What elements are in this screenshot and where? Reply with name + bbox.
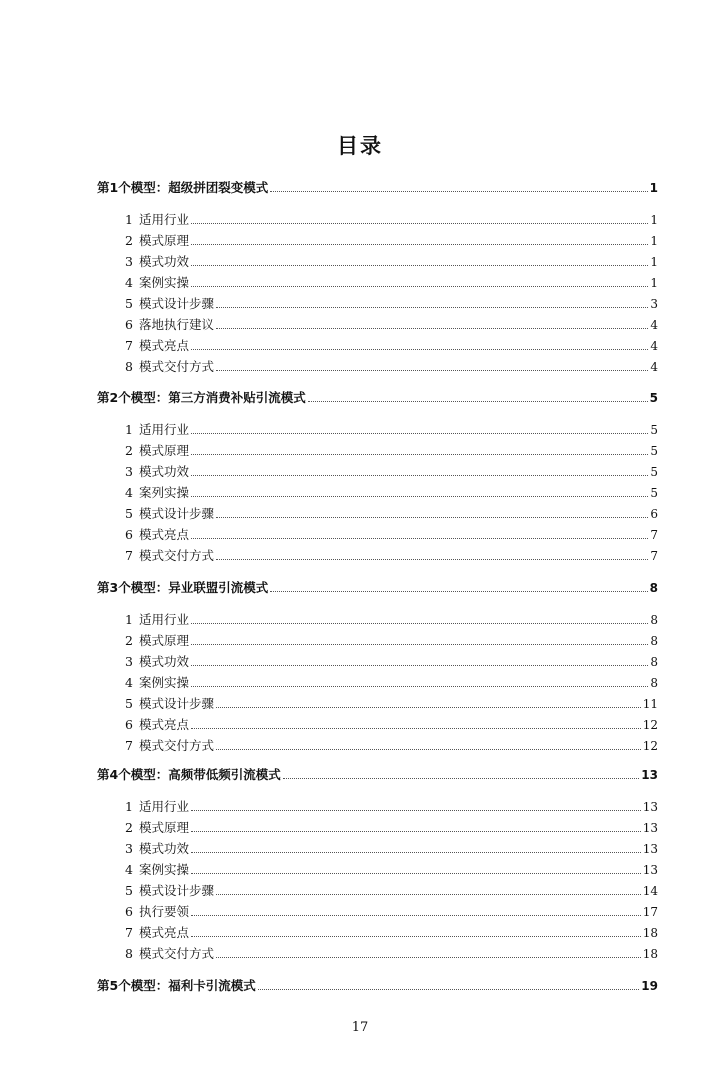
toc-entry[interactable] bbox=[125, 418, 658, 438]
toc-chapter-entry[interactable] bbox=[97, 386, 658, 406]
toc-entry[interactable] bbox=[125, 650, 658, 670]
entry-title: 模式设计步骤 bbox=[138, 696, 214, 711]
page-number: 17 bbox=[351, 1020, 369, 1035]
entry-number: 3 bbox=[125, 254, 133, 269]
toc-entry[interactable] bbox=[125, 942, 658, 962]
entry-number: 1 bbox=[125, 612, 133, 627]
toc-entry[interactable] bbox=[125, 795, 658, 815]
entry-page-number: 7 bbox=[650, 528, 658, 542]
entry-number: 5 bbox=[125, 883, 133, 898]
dot-leader bbox=[191, 538, 648, 539]
entry-page-number: 13 bbox=[642, 821, 658, 835]
entry-page-number: 13 bbox=[642, 863, 658, 877]
entry-number: 1 bbox=[125, 212, 133, 227]
dot-leader bbox=[191, 286, 648, 287]
entry-number: 2 bbox=[125, 633, 133, 648]
toc-entry[interactable] bbox=[125, 229, 658, 249]
toc-title: 目录 bbox=[337, 134, 383, 158]
chapter-title: 第3个模型：异业联盟引流模式 bbox=[97, 580, 269, 595]
entry-number: 4 bbox=[125, 862, 133, 877]
entry-title: 模式原理 bbox=[138, 443, 189, 458]
toc-entry[interactable] bbox=[125, 502, 658, 522]
entry-title: 适用行业 bbox=[138, 799, 189, 814]
entry-title: 执行要领 bbox=[138, 904, 189, 919]
entry-page-number: 4 bbox=[650, 318, 658, 332]
dot-leader bbox=[216, 307, 648, 308]
toc-entry[interactable] bbox=[125, 713, 658, 733]
dot-leader bbox=[216, 559, 648, 560]
entry-title: 模式交付方式 bbox=[138, 359, 214, 374]
entry-number: 7 bbox=[125, 925, 133, 940]
toc-entry[interactable] bbox=[125, 355, 658, 375]
entry-page-number: 13 bbox=[641, 768, 658, 782]
entry-page-number: 4 bbox=[650, 360, 658, 374]
entry-page-number: 5 bbox=[650, 444, 658, 458]
toc-chapter-entry[interactable] bbox=[97, 176, 658, 196]
toc-entry[interactable] bbox=[125, 313, 658, 333]
toc-chapter-entry[interactable] bbox=[97, 576, 658, 596]
entry-page-number: 8 bbox=[650, 676, 658, 690]
chapter-title: 第4个模型：高频带低频引流模式 bbox=[97, 767, 281, 782]
entry-title: 案例实操 bbox=[138, 862, 189, 877]
entry-page-number: 5 bbox=[649, 391, 658, 405]
dot-leader bbox=[191, 496, 648, 497]
dot-leader bbox=[216, 957, 641, 958]
entry-number: 8 bbox=[125, 359, 133, 374]
entry-number: 4 bbox=[125, 275, 133, 290]
entry-title: 模式功效 bbox=[138, 654, 189, 669]
toc-entry[interactable] bbox=[125, 692, 658, 712]
dot-leader bbox=[308, 401, 648, 402]
entry-page-number: 11 bbox=[642, 697, 658, 711]
dot-leader bbox=[191, 475, 648, 476]
dot-leader bbox=[191, 831, 641, 832]
entry-number: 5 bbox=[125, 506, 133, 521]
toc-entry[interactable] bbox=[125, 250, 658, 270]
dot-leader bbox=[191, 728, 641, 729]
toc-entry[interactable] bbox=[125, 837, 658, 857]
entry-number: 1 bbox=[125, 799, 133, 814]
dot-leader bbox=[258, 989, 640, 990]
entry-page-number: 17 bbox=[642, 905, 658, 919]
entry-number: 4 bbox=[125, 675, 133, 690]
dot-leader bbox=[270, 591, 647, 592]
chapter-title: 第2个模型：第三方消费补贴引流模式 bbox=[97, 390, 306, 405]
entry-title: 模式功效 bbox=[138, 841, 189, 856]
entry-title: 模式交付方式 bbox=[138, 548, 214, 563]
dot-leader bbox=[191, 223, 648, 224]
dot-leader bbox=[191, 265, 648, 266]
dot-leader bbox=[216, 894, 641, 895]
toc-entry[interactable] bbox=[125, 900, 658, 920]
entry-number: 5 bbox=[125, 296, 133, 311]
entry-page-number: 8 bbox=[650, 634, 658, 648]
entry-number: 3 bbox=[125, 654, 133, 669]
dot-leader bbox=[216, 328, 648, 329]
entry-page-number: 18 bbox=[642, 947, 658, 961]
entry-title: 模式亮点 bbox=[138, 717, 189, 732]
dot-leader bbox=[216, 749, 641, 750]
entry-page-number: 1 bbox=[650, 255, 658, 269]
toc-entry[interactable] bbox=[125, 879, 658, 899]
entry-number: 2 bbox=[125, 233, 133, 248]
entry-page-number: 8 bbox=[650, 655, 658, 669]
toc-entry[interactable] bbox=[125, 334, 658, 354]
toc-entry[interactable] bbox=[125, 816, 658, 836]
entry-title: 模式原理 bbox=[138, 820, 189, 835]
entry-page-number: 4 bbox=[650, 339, 658, 353]
entry-number: 3 bbox=[125, 464, 133, 479]
entry-number: 4 bbox=[125, 485, 133, 500]
dot-leader bbox=[216, 370, 648, 371]
toc-chapter-entry[interactable] bbox=[97, 763, 658, 783]
dot-leader bbox=[191, 433, 648, 434]
toc-entry[interactable] bbox=[125, 544, 658, 564]
toc-entry[interactable] bbox=[125, 208, 658, 228]
entry-title: 适用行业 bbox=[138, 422, 189, 437]
entry-title: 模式交付方式 bbox=[138, 946, 214, 961]
dot-leader bbox=[191, 936, 641, 937]
entry-page-number: 5 bbox=[650, 486, 658, 500]
toc-entry[interactable] bbox=[125, 608, 658, 628]
entry-title: 模式设计步骤 bbox=[138, 296, 214, 311]
entry-page-number: 8 bbox=[650, 613, 658, 627]
toc-entry[interactable] bbox=[125, 460, 658, 480]
entry-page-number: 13 bbox=[642, 800, 658, 814]
entry-title: 模式设计步骤 bbox=[138, 883, 214, 898]
toc-entry[interactable] bbox=[125, 271, 658, 291]
entry-number: 6 bbox=[125, 904, 133, 919]
entry-number: 6 bbox=[125, 717, 133, 732]
toc-entry[interactable] bbox=[125, 671, 658, 691]
entry-page-number: 13 bbox=[642, 842, 658, 856]
dot-leader bbox=[283, 778, 640, 779]
entry-number: 2 bbox=[125, 820, 133, 835]
entry-page-number: 12 bbox=[642, 718, 658, 732]
entry-number: 6 bbox=[125, 527, 133, 542]
entry-page-number: 12 bbox=[642, 739, 658, 753]
dot-leader bbox=[191, 852, 641, 853]
entry-title: 模式设计步骤 bbox=[138, 506, 214, 521]
entry-title: 模式亮点 bbox=[138, 338, 189, 353]
entry-number: 3 bbox=[125, 841, 133, 856]
dot-leader bbox=[191, 349, 648, 350]
entry-page-number: 1 bbox=[650, 234, 658, 248]
entry-page-number: 1 bbox=[650, 213, 658, 227]
entry-number: 7 bbox=[125, 548, 133, 563]
entry-page-number: 14 bbox=[642, 884, 658, 898]
entry-title: 案列实操 bbox=[138, 485, 189, 500]
dot-leader bbox=[216, 517, 648, 518]
toc-chapter-entry[interactable] bbox=[97, 974, 658, 994]
entry-page-number: 5 bbox=[650, 465, 658, 479]
entry-number: 2 bbox=[125, 443, 133, 458]
entry-title: 案例实操 bbox=[138, 275, 189, 290]
entry-number: 1 bbox=[125, 422, 133, 437]
entry-number: 7 bbox=[125, 738, 133, 753]
toc-entry[interactable] bbox=[125, 629, 658, 649]
toc-entry[interactable] bbox=[125, 292, 658, 312]
entry-title: 模式功效 bbox=[138, 254, 189, 269]
toc-entry[interactable] bbox=[125, 481, 658, 501]
entry-title: 模式原理 bbox=[138, 633, 189, 648]
entry-page-number: 7 bbox=[650, 549, 658, 563]
entry-title: 模式交付方式 bbox=[138, 738, 214, 753]
toc-entry[interactable] bbox=[125, 921, 658, 941]
entry-page-number: 8 bbox=[649, 581, 658, 595]
entry-page-number: 1 bbox=[650, 276, 658, 290]
dot-leader bbox=[216, 707, 641, 708]
entry-page-number: 19 bbox=[641, 979, 658, 993]
entry-title: 适用行业 bbox=[138, 612, 189, 627]
dot-leader bbox=[270, 191, 647, 192]
entry-page-number: 3 bbox=[650, 297, 658, 311]
dot-leader bbox=[191, 244, 648, 245]
dot-leader bbox=[191, 454, 648, 455]
toc-entry[interactable] bbox=[125, 439, 658, 459]
entry-number: 8 bbox=[125, 946, 133, 961]
entry-page-number: 6 bbox=[650, 507, 658, 521]
entry-page-number: 1 bbox=[649, 181, 658, 195]
entry-title: 案例实操 bbox=[138, 675, 189, 690]
entry-title: 模式亮点 bbox=[138, 925, 189, 940]
dot-leader bbox=[191, 810, 641, 811]
entry-page-number: 18 bbox=[642, 926, 658, 940]
entry-title: 模式亮点 bbox=[138, 527, 189, 542]
dot-leader bbox=[191, 623, 648, 624]
dot-leader bbox=[191, 644, 648, 645]
entry-title: 落地执行建议 bbox=[138, 317, 214, 332]
dot-leader bbox=[191, 686, 648, 687]
dot-leader bbox=[191, 873, 641, 874]
entry-number: 6 bbox=[125, 317, 133, 332]
entry-page-number: 5 bbox=[650, 423, 658, 437]
dot-leader bbox=[191, 915, 641, 916]
entry-title: 模式功效 bbox=[138, 464, 189, 479]
entry-title: 模式原理 bbox=[138, 233, 189, 248]
toc-entry[interactable] bbox=[125, 858, 658, 878]
toc-entry[interactable] bbox=[125, 734, 658, 754]
chapter-title: 第5个模型：福利卡引流模式 bbox=[97, 978, 256, 993]
entry-number: 7 bbox=[125, 338, 133, 353]
chapter-title: 第1个模型：超级拼团裂变模式 bbox=[97, 180, 269, 195]
dot-leader bbox=[191, 665, 648, 666]
entry-title: 适用行业 bbox=[138, 212, 189, 227]
entry-number: 5 bbox=[125, 696, 133, 711]
toc-entry[interactable] bbox=[125, 523, 658, 543]
